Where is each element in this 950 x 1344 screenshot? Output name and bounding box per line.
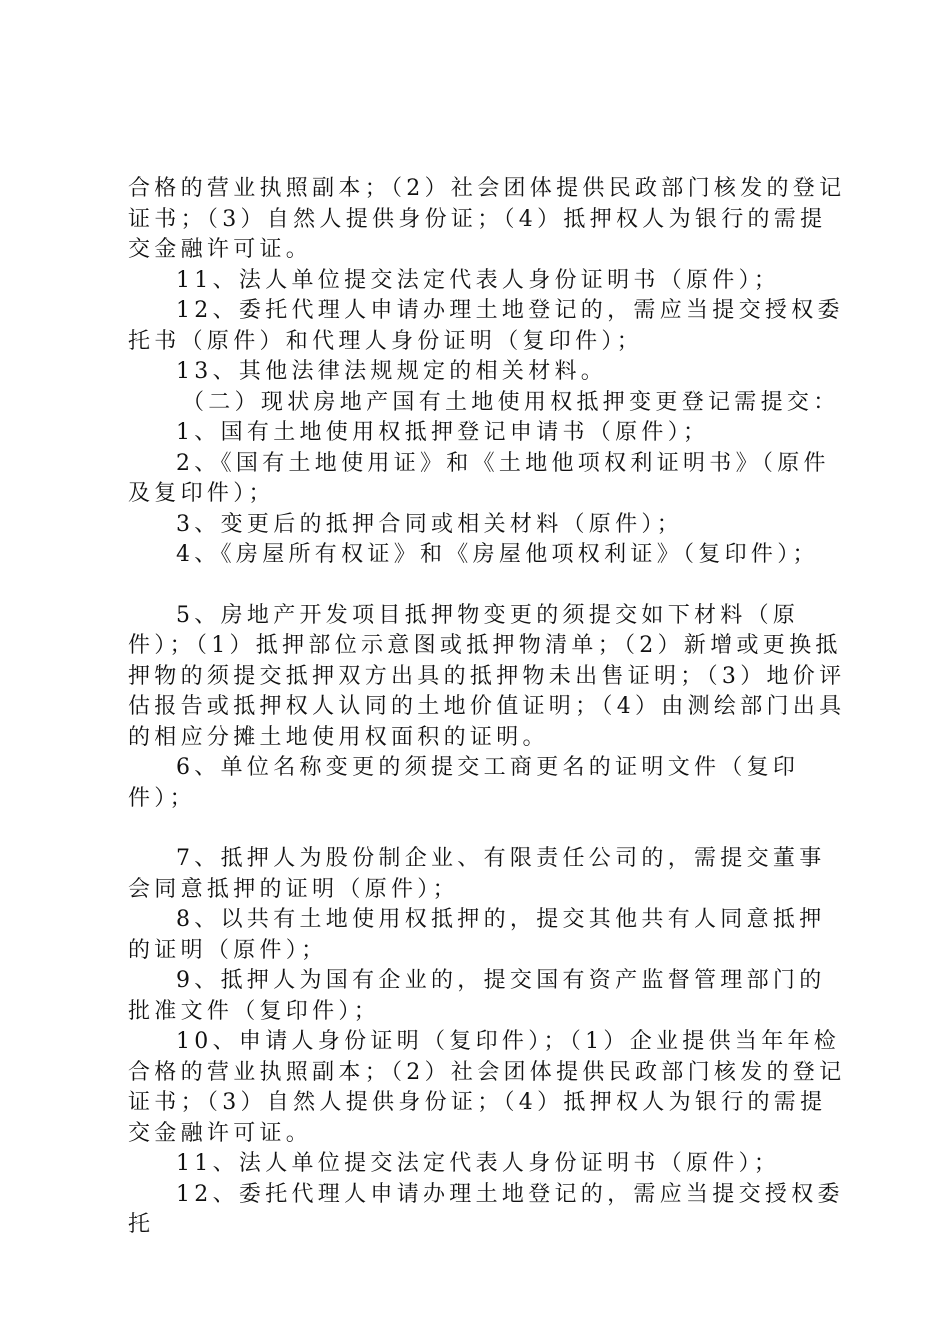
blank-line (128, 571, 848, 601)
paragraph-item-6: 6、单位名称变更的须提交工商更名的证明文件（复印件）； (128, 755, 800, 811)
blank-line (128, 814, 848, 844)
paragraph-item-3: 3、变更后的抵押合同或相关材料（原件）； (176, 511, 683, 537)
paragraph-item-11: 11、法人单位提交法定代表人身份证明书（原件）； (176, 267, 781, 293)
paragraph-item-7: 7、抵押人为股份制企业、有限责任公司的，需提交董事会同意抵押的证明（原件）； (128, 846, 826, 902)
paragraph-item-5: 5、房地产开发项目抵押物变更的须提交如下材料（原件）；（1）抵押部位示意图或抵押物清单；（2）新增或更换抵押物的须提交抵押双方出具的抵押物未出售证明；（3）地价评估报告或抵押权人认同的土地价值证明；（4）由测绘部门出具的相应分摊土地使用权面积的证明。 (128, 602, 846, 750)
paragraph-item-10: 10、申请人身份证明（复印件）；（1）企业提供当年年检合格的营业执照副本；（2）社会团体提供民政部门核发的登记证书；（3）自然人提供身份证；（4）抵押权人为银行的需提交金融许可证。 (128, 1029, 846, 1146)
section-heading-2: （二）现状房地产国有土地使用权抵押变更登记需提交： (182, 389, 840, 415)
paragraph-continuation: 合格的营业执照副本；（2）社会团体提供民政部门核发的登记证书；（3）自然人提供身份证；（4）抵押权人为银行的需提交金融许可证。 (128, 176, 846, 262)
paragraph-item-8: 8、以共有土地使用权抵押的，提交其他共有人同意抵押的证明（原件）； (128, 907, 826, 963)
paragraph-item-12: 12、委托代理人申请办理土地登记的，需应当提交授权委托书（原件）和代理人身份证明（复印件）； (128, 298, 844, 354)
paragraph-item-1: 1、国有土地使用权抵押登记申请书（原件）； (176, 420, 710, 445)
paragraph-item-4: 4、《房屋所有权证》和《房屋他项权利证》（复印件）； (176, 542, 819, 567)
paragraph-item-2: 2、《国有土地使用证》和《土地他项权利证明书》（原件及复印件）； (128, 450, 830, 506)
paragraph-item-12-repeat: 12、委托代理人申请办理土地登记的，需应当提交授权委托 (128, 1181, 844, 1237)
paragraph-item-11-repeat: 11、法人单位提交法定代表人身份证明书（原件）； (176, 1151, 781, 1176)
paragraph-item-13: 13、其他法律法规规定的相关材料。 (176, 359, 608, 384)
document-body (128, 174, 848, 1241)
paragraph-item-9: 9、抵押人为国有企业的，提交国有资产监督管理部门的批准文件（复印件）； (128, 968, 826, 1024)
